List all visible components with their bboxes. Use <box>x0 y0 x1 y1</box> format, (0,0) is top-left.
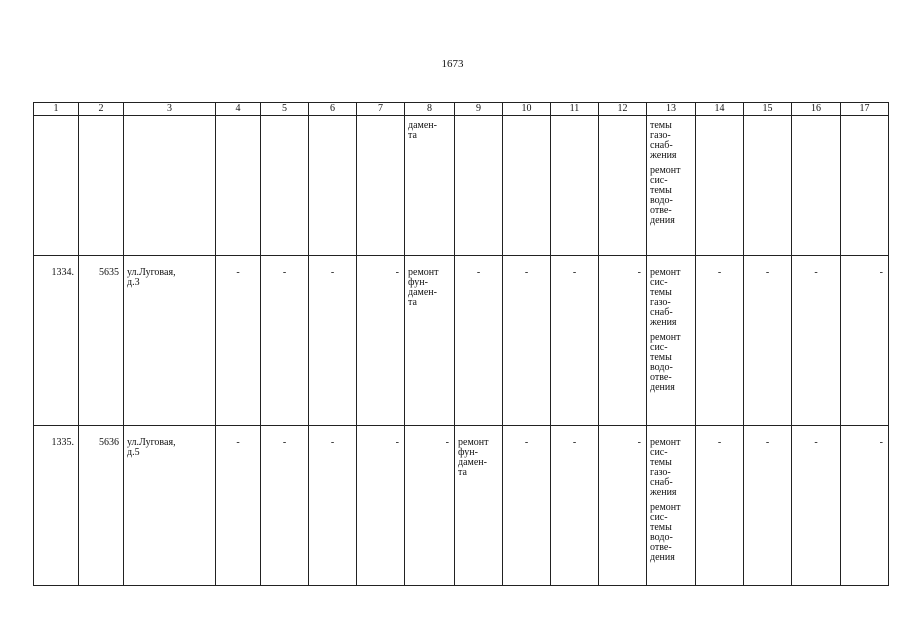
cell-dash: - <box>696 256 744 426</box>
cell-dash: - <box>744 256 792 426</box>
column-header-8: 8 <box>405 103 455 116</box>
cell-dash: - <box>405 426 455 586</box>
cell-dash: - <box>309 256 357 426</box>
column-header-14: 14 <box>696 103 744 116</box>
column-header-1: 1 <box>34 103 79 116</box>
column-header-6: 6 <box>309 103 357 116</box>
cell-dash: - <box>792 256 841 426</box>
cell-dash: - <box>841 426 889 586</box>
column-header-2: 2 <box>79 103 124 116</box>
cell-dash: - <box>841 256 889 426</box>
cell-dash: - <box>216 256 261 426</box>
work-systems: ремонт сис- темы газо- снаб- жения ремонт сис- темы водо- отве- дения <box>647 426 696 586</box>
column-header-13: 13 <box>647 103 696 116</box>
work-foundation: ремонт фун- дамен- та <box>455 426 503 586</box>
data-table <box>33 102 889 586</box>
cell-dash: - <box>261 256 309 426</box>
table-row <box>34 426 889 586</box>
work-foundation: ремонт фун- дамен- та <box>405 256 455 426</box>
cell-dash: - <box>455 256 503 426</box>
cell-dash: - <box>503 426 551 586</box>
page-number: 1673 <box>441 58 464 70</box>
continued-work-foundation: дамен- та <box>405 116 455 256</box>
column-header-17: 17 <box>841 103 889 116</box>
header-row <box>34 103 889 116</box>
cell-dash: - <box>551 256 599 426</box>
address: ул.Луговая, д.5 <box>124 426 216 586</box>
column-header-10: 10 <box>503 103 551 116</box>
column-header-16: 16 <box>792 103 841 116</box>
column-header-9: 9 <box>455 103 503 116</box>
cell-dash: - <box>696 426 744 586</box>
column-header-15: 15 <box>744 103 792 116</box>
cell-dash: - <box>599 426 647 586</box>
cell-dash: - <box>551 426 599 586</box>
cell-dash: - <box>309 426 357 586</box>
continued-work-systems: темы газо- снаб- жения ремонт сис- темы водо- отве- дения <box>647 116 696 256</box>
column-header-11: 11 <box>551 103 599 116</box>
building-code: 5635 <box>79 256 124 426</box>
row-number: 1334. <box>34 256 79 426</box>
cell-dash: - <box>792 426 841 586</box>
cell-dash: - <box>216 426 261 586</box>
column-header-4: 4 <box>216 103 261 116</box>
cell-dash: - <box>599 256 647 426</box>
cell-dash: - <box>357 256 405 426</box>
column-header-12: 12 <box>599 103 647 116</box>
cell-dash: - <box>261 426 309 586</box>
building-code: 5636 <box>79 426 124 586</box>
row-number: 1335. <box>34 426 79 586</box>
column-header-3: 3 <box>124 103 216 116</box>
column-header-7: 7 <box>357 103 405 116</box>
table-row-continuation <box>34 116 889 256</box>
work-systems: ремонт сис- темы газо- снаб- жения ремонт сис- темы водо- отве- дения <box>647 256 696 426</box>
address: ул.Луговая, д.3 <box>124 256 216 426</box>
cell-dash: - <box>744 426 792 586</box>
column-header-5: 5 <box>261 103 309 116</box>
table-row <box>34 256 889 426</box>
cell-dash: - <box>503 256 551 426</box>
cell-dash: - <box>357 426 405 586</box>
